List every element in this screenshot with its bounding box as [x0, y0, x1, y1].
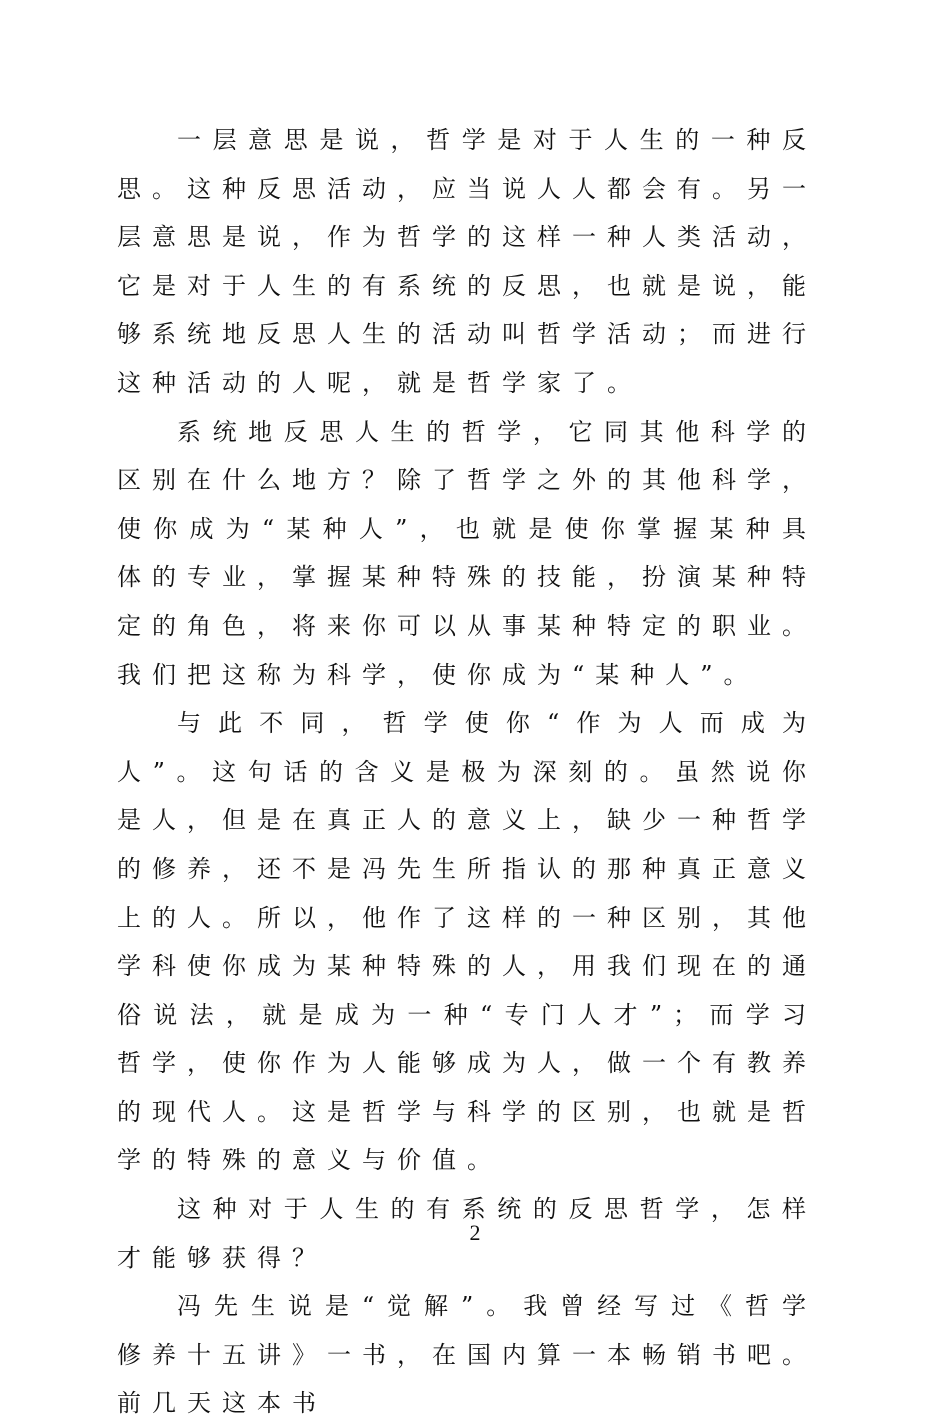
- paragraph-5: 冯先生说是“觉解”。我曾经写过《哲学修养十五讲》一书，在国内算一本畅销书吧。前几天这本书: [117, 1292, 817, 1418]
- page-number: 2: [469, 1220, 481, 1245]
- paragraph-1: 一层意思是说，哲学是对于人生的一种反思。这种反思活动，应当说人人都会有。另一层意思是说，作为哲学的这样一种人类活动，它是对于人生的有系统的反思，也就是说，能够系统地反思人生的活动叫哲学活动；而进行这种活动的人呢，就是哲学家了。: [117, 126, 817, 397]
- paragraph-2: 系统地反思人生的哲学，它同其他科学的区别在什么地方？除了哲学之外的其他科学，使你成为“某种人”，也就是使你掌握某种具体的专业，掌握某种特殊的技能，扮演某种特定的角色，将来你可以从事某种特定的职业。我们把这称为科学，使你成为“某种人”。: [117, 417, 817, 689]
- paragraph-3: 与此不同，哲学使你“作为人而成为人”。这句话的含义是极为深刻的。虽然说你是人，但是在真正人的意义上，缺少一种哲学的修养，还不是冯先生所指认的那种真正意义上的人。所以，他作了这样的一种区别，其他学科使你成为某种特殊的人，用我们现在的通俗说法，就是成为一种“专门人才”；而学习哲学，使你作为人能够成为人，做一个有教养的现代人。这是哲学与科学的区别，也就是哲学的特殊的意义与价值。: [117, 709, 817, 1175]
- paragraph-4: 这种对于人生的有系统的反思哲学，怎样才能够获得？: [117, 1195, 817, 1272]
